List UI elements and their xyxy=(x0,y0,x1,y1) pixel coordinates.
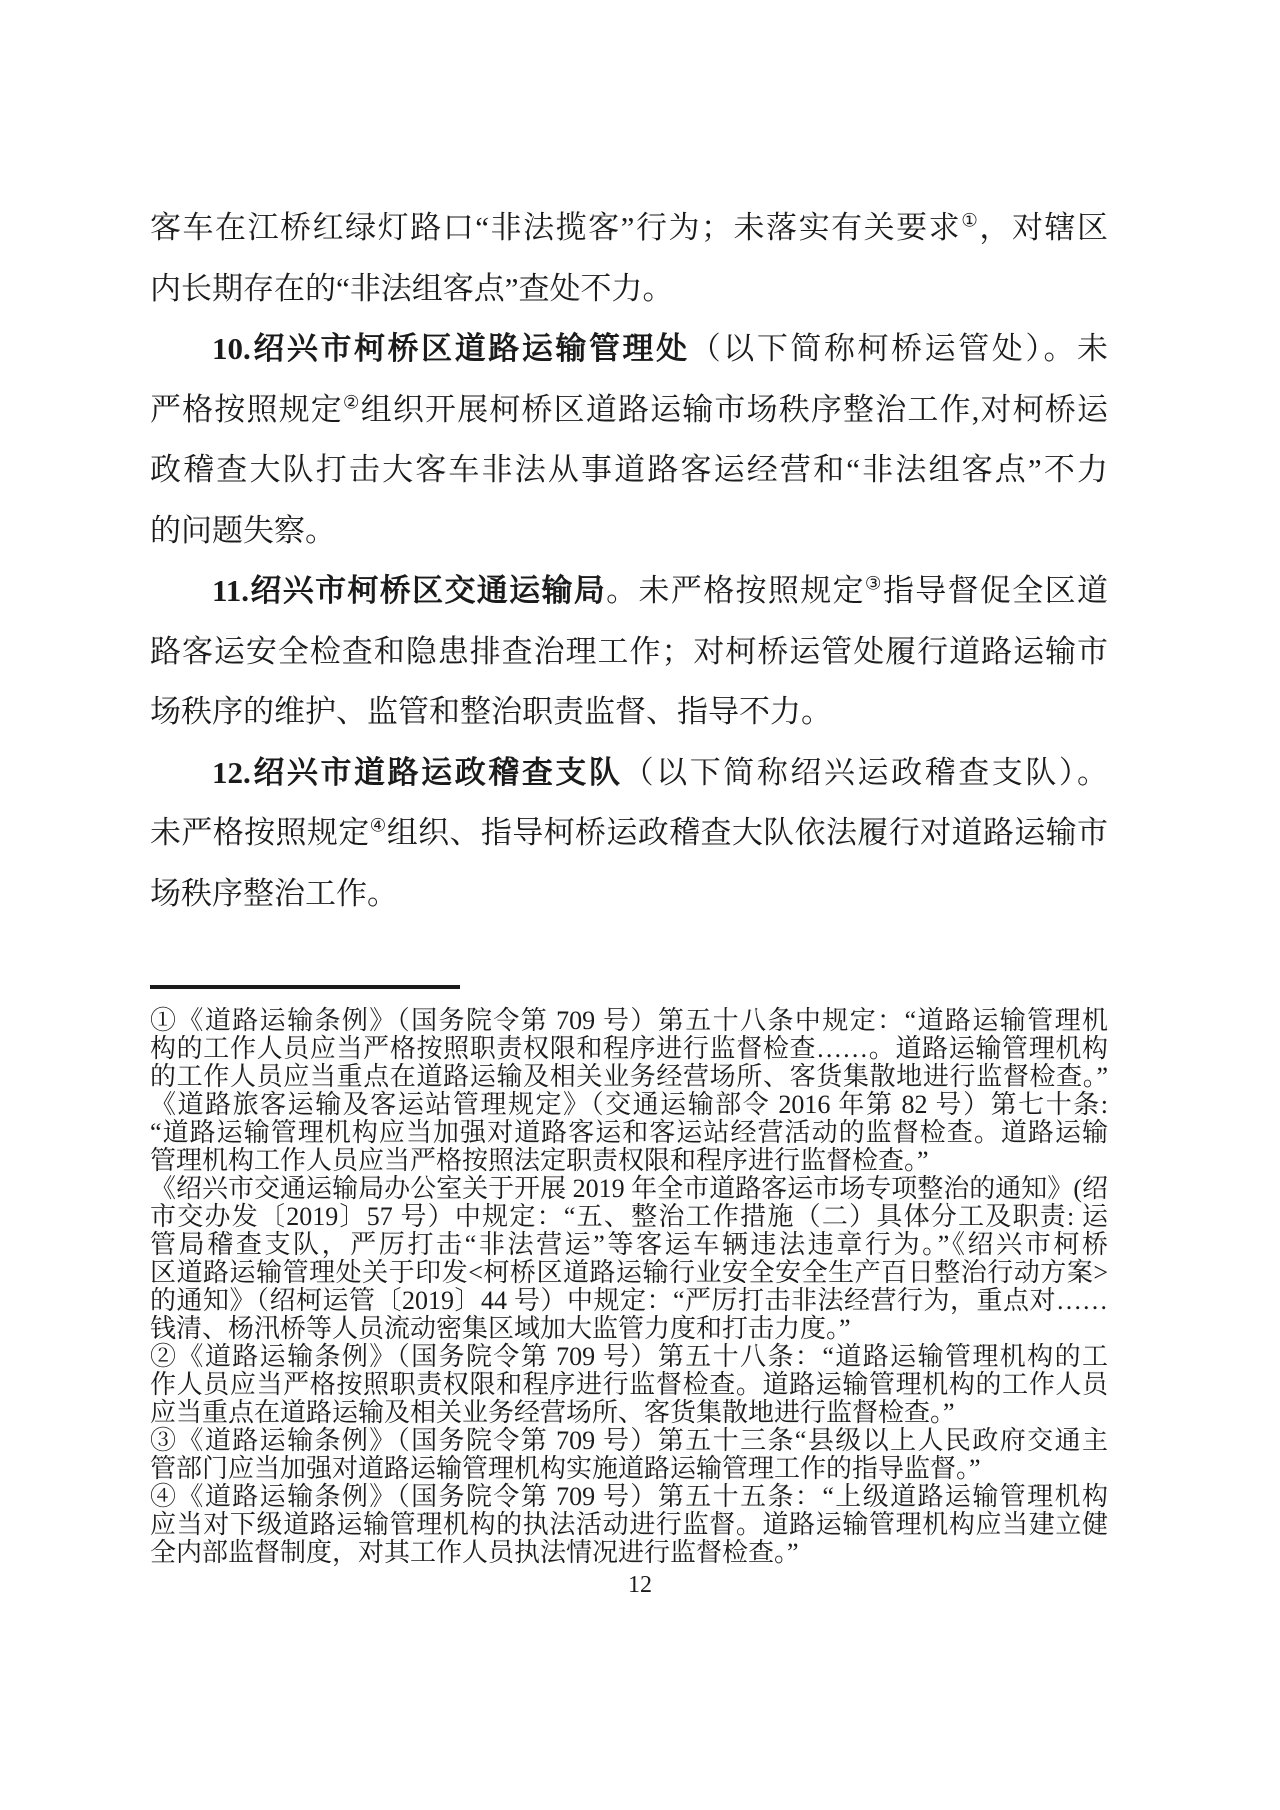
footnote-line: 的通知》（绍柯运管〔2019〕44 号）中规定：“严厉打击非法经营行为，重点对…… xyxy=(150,1286,1108,1315)
footnote-ref: ② xyxy=(342,392,361,414)
text-segment: 组织、指导柯桥运政稽查大队依法履行对道路运输市 xyxy=(386,815,1109,850)
text-segment: 严格按照规定 xyxy=(150,391,343,427)
text-segment: 场秩序整治工作。 xyxy=(150,875,398,911)
footnote-line: 管理机构工作人员应当严格按照法定职责权限和程序进行监督检查。” xyxy=(150,1146,929,1175)
footnote-line: “道路运输管理机构应当加强对道路客运和客运站经营活动的监督检查。道路运输 xyxy=(150,1118,1108,1147)
footnote-ref: ④ xyxy=(369,815,387,837)
text-segment: （以下简称柯桥运管处）。未 xyxy=(689,331,1109,366)
text-segment: 客车在江桥红绿灯路口“非法揽客”行为；未落实有关要求 xyxy=(150,210,962,245)
text-segment: 未严格按照规定 xyxy=(150,815,370,850)
footnote-line: 市交办发〔2019〕57 号）中规定：“五、整治工作措施（二）具体分工及职责: 运 xyxy=(150,1202,1108,1231)
body-line xyxy=(150,803,1108,864)
footnote-line: ④《道路运输条例》（国务院令第 709 号）第五十五条：“上级道路运输管理机构 xyxy=(150,1482,1108,1511)
text-segment: 。未严格按照规定 xyxy=(606,573,865,608)
body-line xyxy=(150,682,1108,743)
text-segment: 政稽查大队打击大客车非法从事道路客运经营和“非法组客点”不力 xyxy=(150,452,1108,487)
text-segment: 的问题失察。 xyxy=(150,512,336,548)
footnote-ref: ③ xyxy=(864,573,883,595)
body-line xyxy=(150,380,1108,441)
footnote-line: 应当重点在道路运输及相关业务经营场所、客货集散地进行监督检查。” xyxy=(150,1398,955,1427)
body-line xyxy=(150,501,1108,562)
heading-text: 11.绍兴市柯桥区交通运输局 xyxy=(212,573,607,608)
footnote-separator xyxy=(150,985,460,989)
footnotes xyxy=(150,1007,1108,1567)
footnote-line: ③《道路运输条例》（国务院令第 709 号）第五十三条“县级以上人民政府交通主 xyxy=(150,1426,1108,1455)
footnote-line: ①《道路运输条例》（国务院令第 709 号）第五十八条中规定：“道路运输管理机 xyxy=(150,1006,1108,1035)
footnote-line: 全内部监督制度，对其工作人员执法情况进行监督检查。” xyxy=(150,1538,799,1567)
text-segment: （以下简称绍兴运政稽查支队）。 xyxy=(622,754,1109,790)
body-line xyxy=(150,622,1108,683)
body-line xyxy=(150,259,1108,320)
body-line xyxy=(150,198,1108,259)
footnote-line: 应当对下级道路运输管理机构的执法活动进行监督。道路运输管理机构应当建立健 xyxy=(150,1510,1108,1539)
text-segment: 路客运安全检查和隐患排查治理工作；对柯桥运管处履行道路运输市 xyxy=(150,633,1108,669)
footnote-line: 的工作人员应当重点在道路运输及相关业务经营场所、客货集散地进行监督检查。” xyxy=(150,1062,1108,1091)
footnote-line: 管部门应当加强对道路运输管理机构实施道路运输管理工作的指导监督。” xyxy=(150,1454,981,1483)
text-segment: 指导督促全区道 xyxy=(882,573,1108,608)
heading-text: 10.绍兴市柯桥区道路运输管理处 xyxy=(212,331,690,366)
footnote-line: 《道路旅客运输及客运站管理规定》（交通运输部令 2016 年第 82 号）第七十条: xyxy=(150,1090,1108,1119)
text-segment: 内长期存在的“非法组客点”查处不力。 xyxy=(150,270,674,306)
heading-text: 12.绍兴市道路运政稽查支队 xyxy=(212,754,623,790)
body-line xyxy=(150,864,1108,925)
body-line xyxy=(150,319,1108,380)
footnote-line: 《绍兴市交通运输局办公室关于开展 2019 年全市道路客运市场专项整治的通知》(绍 xyxy=(150,1174,1108,1203)
footnote-ref: ① xyxy=(961,210,980,232)
page-number: 12 xyxy=(628,1572,652,1598)
body-line xyxy=(150,561,1108,622)
footnote-line: 区道路运输管理处关于印发<柯桥区道路运输行业安全安全生产百日整治行动方案> xyxy=(150,1258,1108,1287)
footnote-line: ②《道路运输条例》（国务院令第 709 号）第五十八条：“道路运输管理机构的工 xyxy=(150,1342,1108,1371)
footnote-line: 构的工作人员应当严格按照职责权限和程序进行监督检查……。道路运输管理机构 xyxy=(150,1034,1108,1063)
footnote-line: 钱清、杨汛桥等人员流动密集区域加大监管力度和打击力度。” xyxy=(150,1314,851,1343)
footnote-line: 管局稽查支队，严厉打击“非法营运”等客运车辆违法违章行为。”《绍兴市柯桥 xyxy=(150,1230,1108,1259)
text-segment: 场秩序的维护、监管和整治职责监督、指导不力。 xyxy=(150,694,832,729)
body-line xyxy=(150,440,1108,501)
body-line xyxy=(150,743,1108,804)
text-segment: 组织开展柯桥区道路运输市场秩序整治工作,对柯桥运 xyxy=(360,391,1109,427)
text-segment: ，对辖区 xyxy=(979,210,1109,245)
body-text xyxy=(150,198,1108,924)
footnote-line: 作人员应当严格按照职责权限和程序进行监督检查。道路运输管理机构的工作人员 xyxy=(150,1370,1108,1399)
